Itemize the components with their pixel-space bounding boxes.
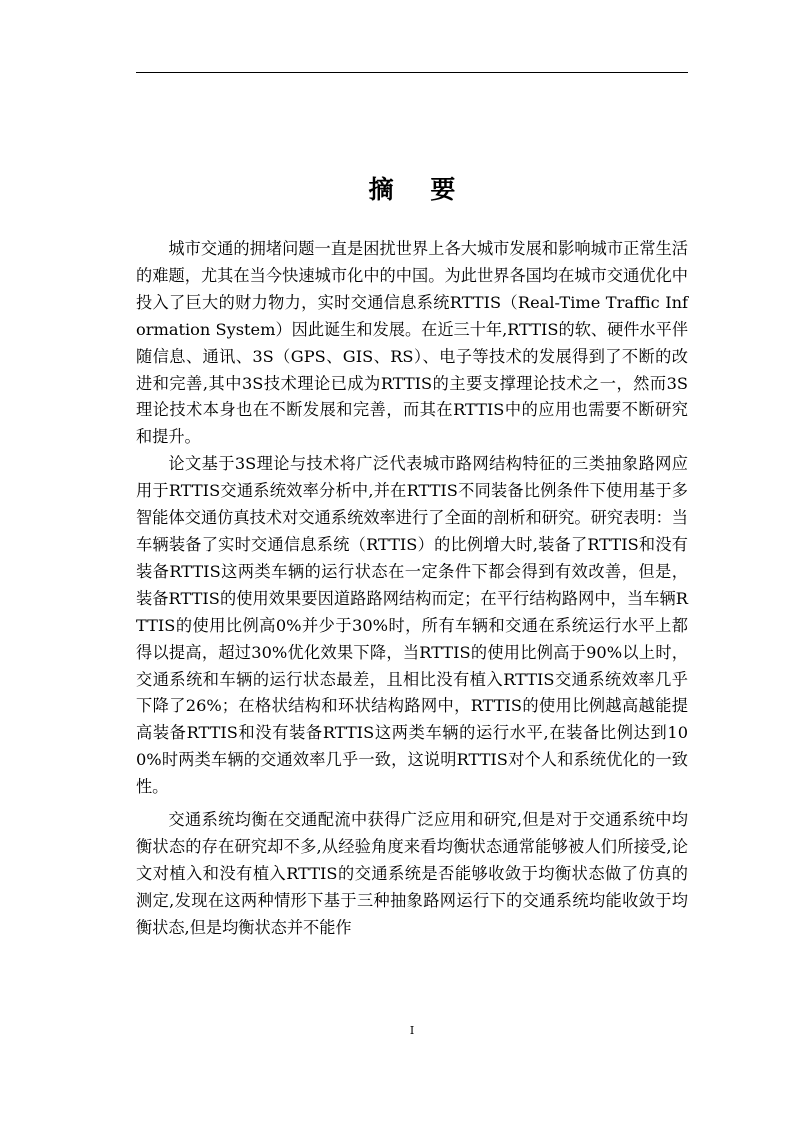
page-number: I <box>409 1024 415 1037</box>
header-rule <box>136 72 688 73</box>
abstract-paragraph-2: 论文基于3S理论与技术将广泛代表城市路网结构特征的三类抽象路网应用于RTTIS交通系统效率分析中,并在RTTIS不同装备比例条件下使用基于多智能体交通仿真技术对交通系统效率进行了全面的剖析和研究。研究表明：当车辆装备了实时交通信息系统（RTTIS）的比例增大时,装备了RTTIS和没有装备RTTIS这两类车辆的运行状态在一定条件下都会得到有效改善，但是，装备RTTIS的使用效果要因道路路网结构而定；在平行结构路网中，当车辆RTTIS的使用比例高0%并少于30%时，所有车辆和交通在系统运行水平上都得以提高，超过30%优化效果下降，当RTTIS的使用比例高于90%以上时，交通系统和车辆的运行状态最差，且相比没有植入RTTIS交通系统效率几乎下降了26%；在格状结构和环状结构路网中，RTTIS的使用比例越高越能提高装备RTTIS和没有装备RTTIS这两类车辆的运行水平,在装备比例达到100%时两类车辆的交通效率几乎一致，这说明RTTIS对个人和系统优化的一致性。 <box>136 454 688 797</box>
page-title: 摘 要 <box>368 175 470 204</box>
abstract-paragraph-3: 交通系统均衡在交通配流中获得广泛应用和研究,但是对于交通系统中均衡状态的存在研究却不多,从经验角度来看均衡状态通常能够被人们所接受,论文对植入和没有植入RTTIS的交通系统是否能够收敛于均衡状态做了仿真的测定,发现在这两种情形下基于三种抽象路网运行下的交通系统均能收敛于均衡状态,但是均衡状态并不能作 <box>136 810 688 937</box>
abstract-body <box>136 236 688 942</box>
abstract-paragraph-1: 城市交通的拥堵问题一直是困扰世界上各大城市发展和影响城市正常生活的难题，尤其在当今快速城市化中的中国。为此世界各国均在城市交通优化中投入了巨大的财力物力，实时交通信息系统RTTIS（Real-Time Traffic Information System）因此诞生和发展。在近三十年,RTTIS的软、硬件水平伴随信息、通讯、3S（GPS、GIS、RS）、电子等技术的发展得到了不断的改进和完善,其中3S技术理论已成为RTTIS的主要支撑理论技术之一，然而3S理论技术本身也在不断发展和完善，而其在RTTIS中的应用也需要不断研究和提升。 <box>136 239 689 447</box>
